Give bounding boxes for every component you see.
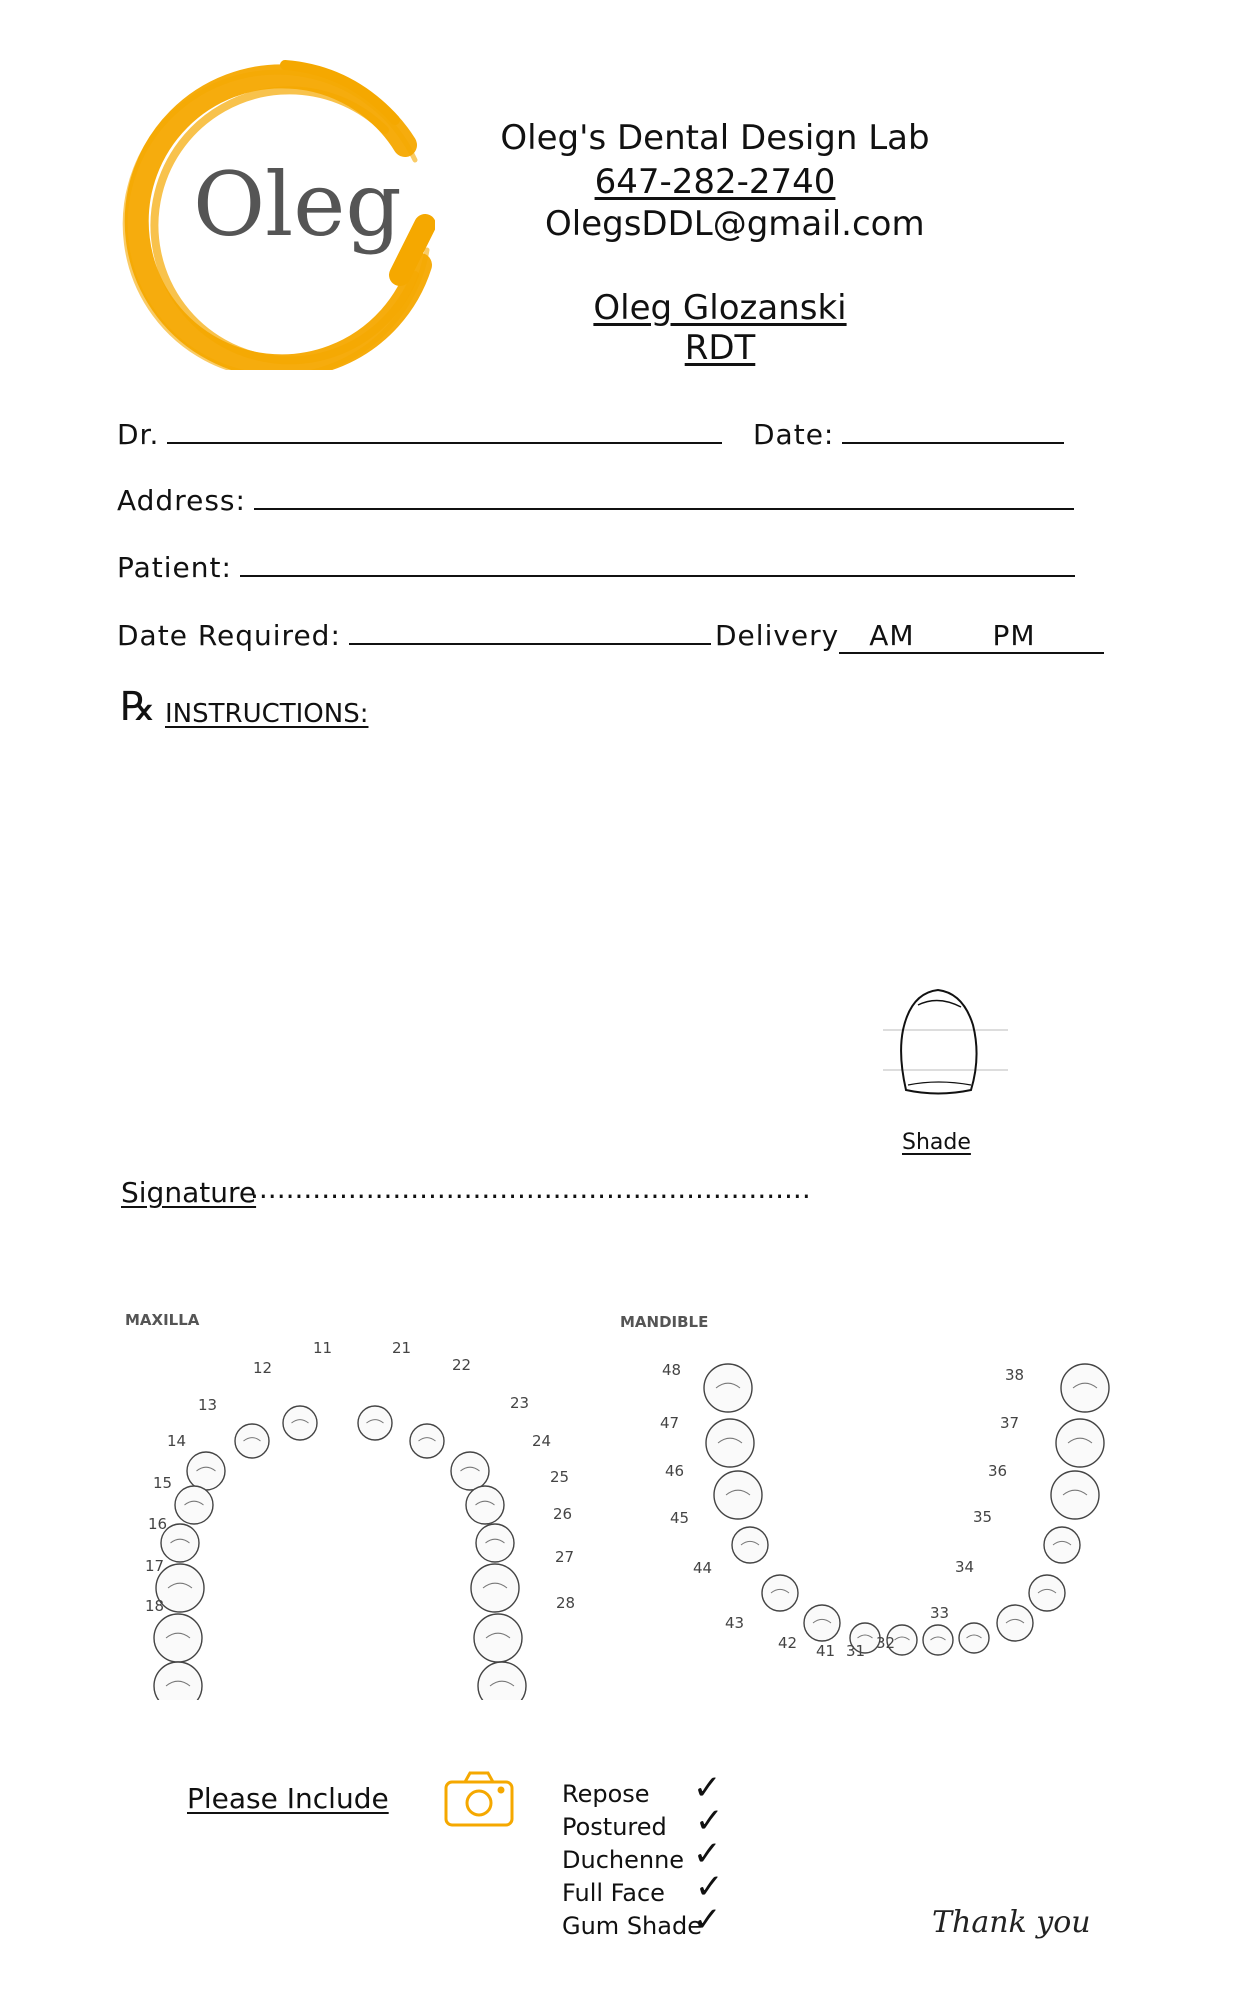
maxilla-tooth-13[interactable]: [187, 1452, 225, 1490]
address-label: Address:: [117, 484, 246, 517]
check-icon[interactable]: ✓: [693, 1768, 722, 1808]
maxilla-tooth-number-11: 11: [313, 1339, 333, 1357]
dr-label: Dr.: [117, 418, 160, 451]
maxilla-tooth-22[interactable]: [410, 1424, 444, 1458]
include-item-postured: Postured: [562, 1813, 667, 1841]
address-line[interactable]: [254, 506, 1074, 510]
mandible-tooth-38[interactable]: [1061, 1364, 1109, 1412]
technician-name: Oleg Glozanski RDT: [593, 288, 847, 368]
maxilla-tooth-number-16: 16: [148, 1515, 168, 1533]
mandible-chart: [610, 1300, 1130, 1720]
patient-label: Patient:: [117, 551, 232, 584]
signature-line[interactable]: ...............................................................: [250, 1172, 811, 1205]
mandible-tooth-number-36: 36: [988, 1462, 1008, 1480]
delivery-options[interactable]: [839, 619, 1104, 654]
maxilla-chart: [110, 1300, 600, 1700]
maxilla-tooth-27[interactable]: [474, 1614, 522, 1662]
include-item-gum-shade: Gum Shade: [562, 1912, 702, 1940]
patient-line[interactable]: [240, 573, 1075, 577]
camera-icon: [443, 1770, 515, 1828]
dr-field[interactable]: [117, 418, 722, 451]
mandible-tooth-36[interactable]: [1051, 1471, 1099, 1519]
mandible-tooth-number-43: 43: [725, 1614, 745, 1632]
check-icon[interactable]: ✓: [695, 1801, 724, 1841]
maxilla-tooth-number-23: 23: [510, 1394, 530, 1412]
mandible-tooth-number-48: 48: [662, 1361, 682, 1379]
shade-tooth-icon[interactable]: [883, 985, 1008, 1105]
mandible-tooth-33[interactable]: [997, 1605, 1033, 1641]
maxilla-tooth-11[interactable]: [283, 1406, 317, 1440]
date-required-label: Date Required:: [117, 619, 341, 652]
mandible-tooth-43[interactable]: [804, 1605, 840, 1641]
mandible-tooth-46[interactable]: [714, 1471, 762, 1519]
maxilla-tooth-12[interactable]: [235, 1424, 269, 1458]
mandible-title: MANDIBLE: [620, 1313, 709, 1331]
maxilla-tooth-24[interactable]: [466, 1486, 504, 1524]
check-icon[interactable]: ✓: [693, 1834, 722, 1874]
address-field[interactable]: [117, 484, 1074, 517]
maxilla-tooth-number-13: 13: [198, 1396, 218, 1414]
mandible-tooth-number-33: 33: [930, 1604, 950, 1622]
mandible-tooth-number-35: 35: [973, 1508, 993, 1526]
mandible-tooth-number-47: 47: [660, 1414, 680, 1432]
mandible-tooth-number-31: 31: [846, 1642, 866, 1660]
maxilla-title: MAXILLA: [125, 1311, 200, 1329]
mandible-tooth-47[interactable]: [706, 1419, 754, 1467]
delivery-field[interactable]: [715, 619, 1104, 654]
please-include-label: Please Include: [187, 1782, 389, 1815]
mandible-tooth-number-46: 46: [665, 1462, 685, 1480]
maxilla-tooth-number-25: 25: [550, 1468, 570, 1486]
mandible-tooth-number-32: 32: [876, 1634, 896, 1652]
mandible-tooth-31[interactable]: [923, 1625, 953, 1655]
check-icon[interactable]: ✓: [693, 1900, 722, 1940]
check-icon[interactable]: ✓: [695, 1867, 724, 1907]
maxilla-tooth-number-27: 27: [555, 1548, 575, 1566]
delivery-label: Delivery: [715, 619, 840, 652]
mandible-tooth-number-34: 34: [955, 1558, 975, 1576]
maxilla-tooth-number-17: 17: [145, 1557, 165, 1575]
mandible-tooth-number-42: 42: [778, 1634, 798, 1652]
maxilla-tooth-number-18: 18: [145, 1597, 165, 1615]
maxilla-tooth-17[interactable]: [154, 1614, 202, 1662]
maxilla-tooth-number-24: 24: [532, 1432, 552, 1450]
lab-phone[interactable]: 647-282-2740: [594, 162, 836, 202]
include-item-repose: Repose: [562, 1780, 650, 1808]
mandible-tooth-number-38: 38: [1005, 1366, 1025, 1384]
oleg-logo: [115, 50, 435, 370]
date-required-field[interactable]: [117, 619, 711, 652]
mandible-tooth-48[interactable]: [704, 1364, 752, 1412]
mandible-tooth-37[interactable]: [1056, 1419, 1104, 1467]
logo-text: Oleg: [193, 153, 402, 256]
date-line[interactable]: [842, 440, 1064, 444]
patient-field[interactable]: [117, 551, 1075, 584]
lab-name: Oleg's Dental Design Lab: [500, 118, 930, 158]
maxilla-tooth-25[interactable]: [476, 1524, 514, 1562]
maxilla-tooth-number-28: 28: [556, 1594, 576, 1612]
mandible-tooth-44[interactable]: [762, 1575, 798, 1611]
mandible-tooth-number-41: 41: [816, 1642, 836, 1660]
instructions-label: INSTRUCTIONS:: [165, 699, 369, 729]
pm-option[interactable]: PM: [992, 619, 1036, 652]
maxilla-tooth-21[interactable]: [358, 1406, 392, 1440]
mandible-tooth-number-44: 44: [693, 1559, 713, 1577]
maxilla-tooth-14[interactable]: [175, 1486, 213, 1524]
date-required-line[interactable]: [349, 641, 711, 645]
include-item-full-face: Full Face: [562, 1879, 665, 1907]
maxilla-tooth-number-26: 26: [553, 1505, 573, 1523]
mandible-tooth-45[interactable]: [732, 1527, 768, 1563]
maxilla-tooth-number-14: 14: [167, 1432, 187, 1450]
mandible-tooth-number-37: 37: [1000, 1414, 1020, 1432]
mandible-tooth-35[interactable]: [1044, 1527, 1080, 1563]
rx-icon: ℞: [120, 684, 156, 730]
lab-email[interactable]: OlegsDDL@gmail.com: [545, 204, 925, 244]
am-option[interactable]: AM: [869, 619, 915, 652]
date-field[interactable]: [753, 418, 1064, 451]
date-label: Date:: [753, 418, 835, 451]
maxilla-tooth-number-21: 21: [392, 1339, 412, 1357]
maxilla-tooth-number-12: 12: [253, 1359, 273, 1377]
dr-line[interactable]: [167, 440, 722, 444]
maxilla-tooth-number-15: 15: [153, 1474, 173, 1492]
maxilla-tooth-26[interactable]: [471, 1564, 519, 1612]
maxilla-tooth-23[interactable]: [451, 1452, 489, 1490]
thank-you: Thank you: [932, 1905, 1091, 1940]
include-item-duchenne: Duchenne: [562, 1846, 685, 1874]
shade-label: Shade: [902, 1130, 971, 1155]
mandible-tooth-34[interactable]: [1029, 1575, 1065, 1611]
maxilla-tooth-number-22: 22: [452, 1356, 472, 1374]
signature-label: Signature: [121, 1176, 257, 1209]
mandible-tooth-number-45: 45: [670, 1509, 690, 1527]
mandible-tooth-32[interactable]: [959, 1623, 989, 1653]
